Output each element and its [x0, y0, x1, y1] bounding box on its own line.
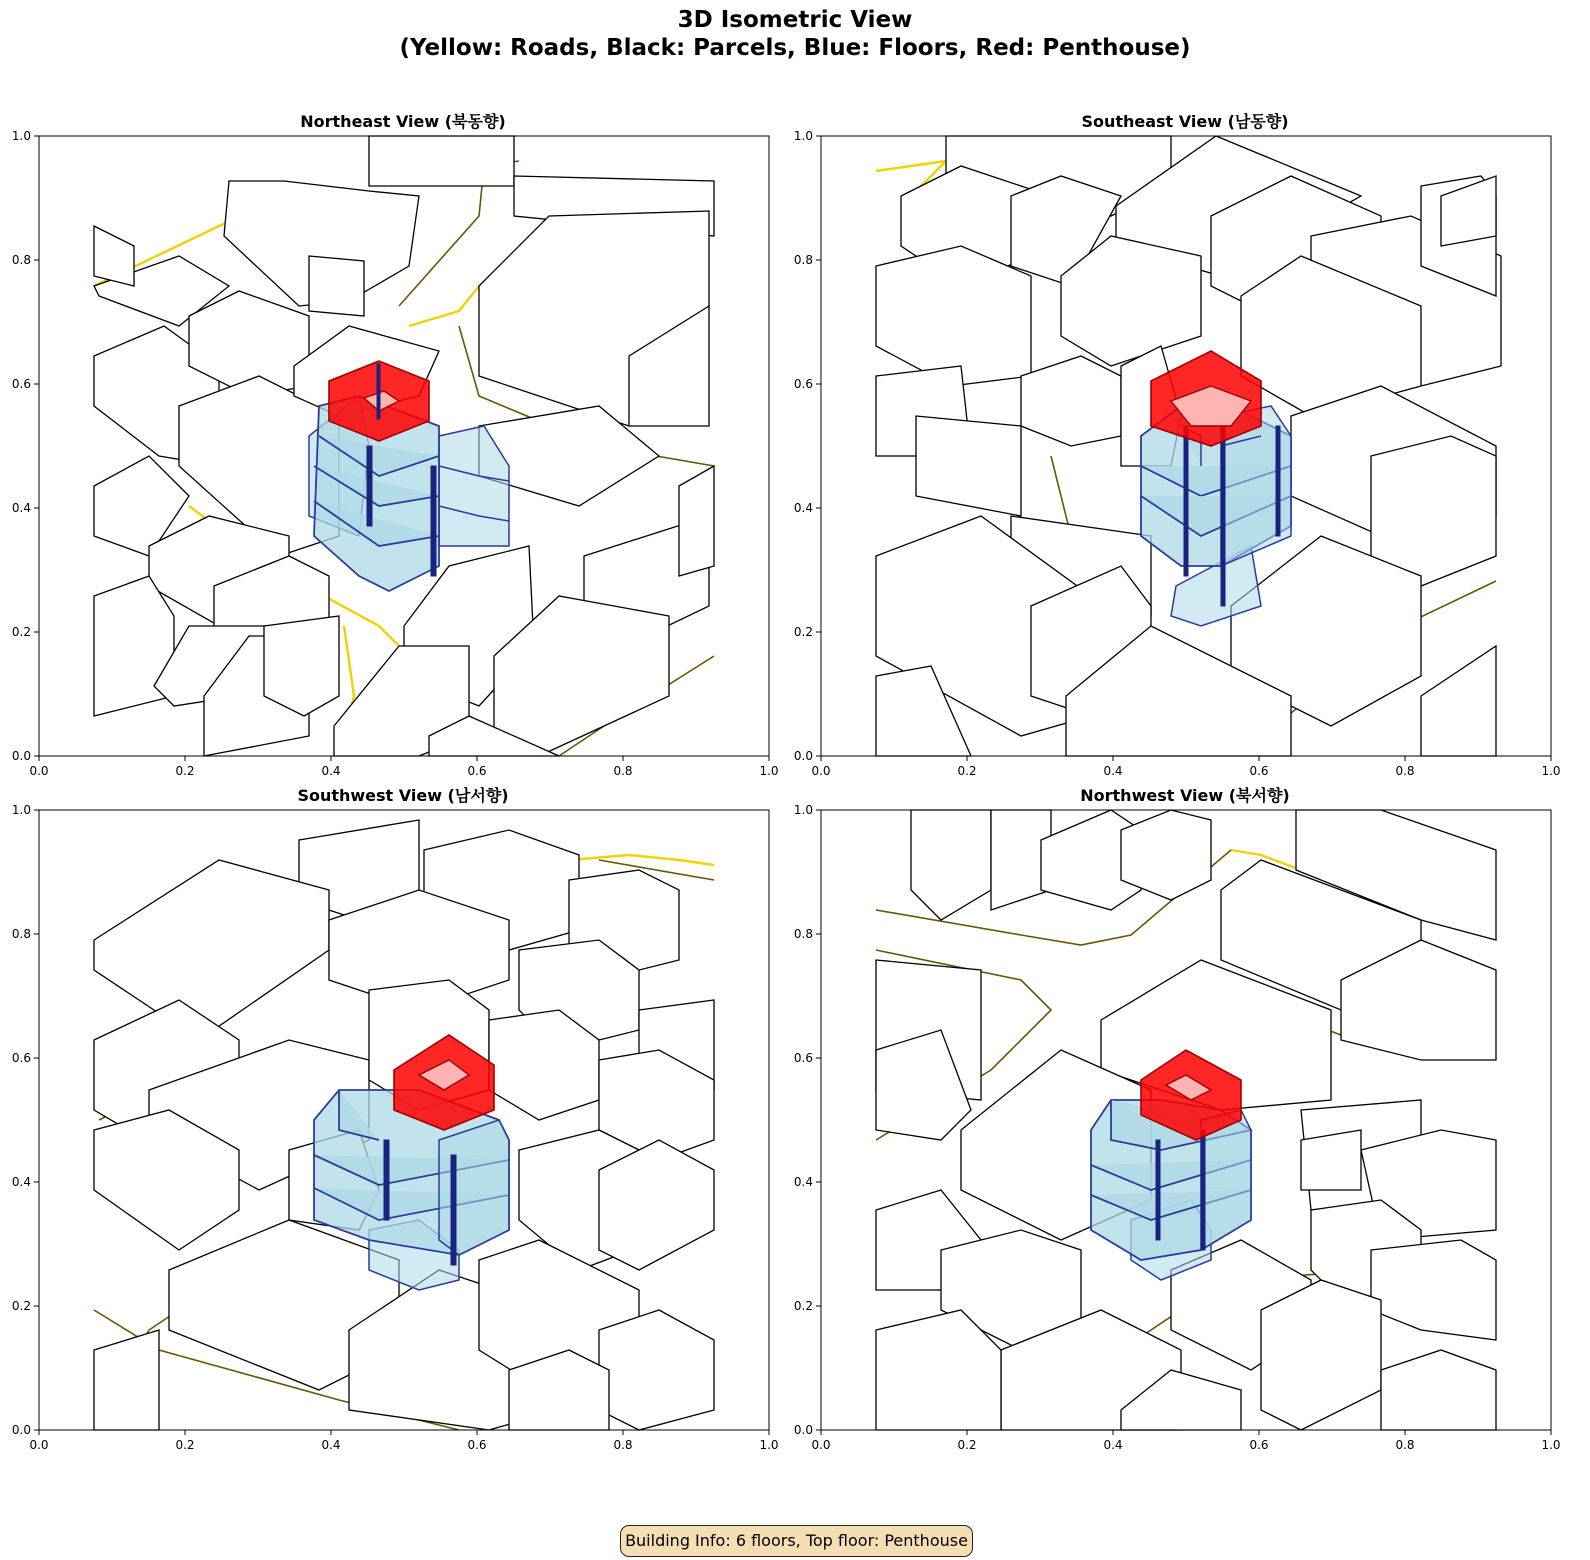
- x-tick-label: 0.4: [321, 764, 341, 778]
- figure-subtitle: (Yellow: Roads, Black: Parcels, Blue: Floors, Red: Penthouse): [399, 35, 1191, 61]
- y-axis: [794, 803, 821, 1437]
- x-tick-label: 0.8: [613, 1438, 633, 1452]
- building-info-box: Building Info: 6 floors, Top floor: Penthouse: [620, 1525, 973, 1557]
- panel-northeast: [0, 107, 780, 807]
- x-axis: [29, 756, 778, 778]
- y-tick-label: 0.4: [793, 501, 813, 515]
- y-tick-label: 0.8: [11, 253, 31, 267]
- y-tick-label: 0.4: [11, 1175, 31, 1189]
- x-tick-label: 0.2: [957, 764, 977, 778]
- y-tick-label: 0.2: [11, 625, 31, 639]
- x-tick-label: 0.6: [1249, 764, 1269, 778]
- y-tick-label: 0.2: [11, 1299, 31, 1313]
- y-tick-label: 0.8: [11, 927, 31, 941]
- x-tick-label: 0.2: [957, 1438, 977, 1452]
- x-tick-label: 0.2: [175, 1438, 195, 1452]
- x-tick-label: 1.0: [759, 764, 779, 778]
- x-axis: [29, 1430, 778, 1452]
- panel-title: Southwest View (남서향): [297, 786, 509, 805]
- panel-title: Northeast View (북동향): [300, 112, 506, 131]
- x-tick-label: 0.8: [1395, 1438, 1415, 1452]
- x-axis: [811, 1430, 1560, 1452]
- x-tick-label: 1.0: [1541, 764, 1561, 778]
- x-tick-label: 0.8: [1395, 764, 1415, 778]
- x-tick-label: 1.0: [759, 1438, 779, 1452]
- x-tick-label: 0.6: [467, 1438, 487, 1452]
- y-tick-label: 1.0: [11, 129, 31, 143]
- x-tick-label: 1.0: [1541, 1438, 1561, 1452]
- x-tick-label: 0.4: [1103, 764, 1123, 778]
- y-tick-label: 0.0: [11, 1423, 31, 1437]
- y-tick-label: 0.0: [793, 749, 813, 763]
- y-tick-label: 0.6: [11, 377, 31, 391]
- y-tick-label: 0.6: [793, 1051, 813, 1065]
- y-axis: [12, 803, 39, 1437]
- x-tick-label: 0.0: [811, 1438, 831, 1452]
- y-tick-label: 0.0: [793, 1423, 813, 1437]
- panel-northwest: [782, 781, 1562, 1481]
- panel-title: Southeast View (남동향): [1081, 112, 1289, 131]
- y-tick-label: 0.8: [793, 927, 813, 941]
- y-tick-label: 0.6: [793, 377, 813, 391]
- y-tick-label: 0.6: [11, 1051, 31, 1065]
- y-tick-label: 0.4: [793, 1175, 813, 1189]
- figure-title: 3D Isometric View: [677, 7, 913, 33]
- x-tick-label: 0.6: [467, 764, 487, 778]
- x-tick-label: 0.0: [29, 1438, 49, 1452]
- y-tick-label: 0.8: [793, 253, 813, 267]
- x-axis: [811, 756, 1560, 778]
- y-tick-label: 0.0: [11, 749, 31, 763]
- x-tick-label: 0.2: [175, 764, 195, 778]
- panel-southwest: [0, 781, 780, 1481]
- panel-title: Northwest View (북서향): [1080, 786, 1290, 805]
- y-tick-label: 1.0: [11, 803, 31, 817]
- x-tick-label: 0.6: [1249, 1438, 1269, 1452]
- y-tick-label: 0.4: [11, 501, 31, 515]
- y-tick-label: 0.2: [793, 1299, 813, 1313]
- y-axis: [794, 129, 821, 763]
- y-axis: [12, 129, 39, 763]
- x-tick-label: 0.4: [1103, 1438, 1123, 1452]
- y-tick-label: 0.2: [793, 625, 813, 639]
- x-tick-label: 0.8: [613, 764, 633, 778]
- panel-southeast: [782, 107, 1562, 807]
- y-tick-label: 1.0: [793, 803, 813, 817]
- y-tick-label: 1.0: [793, 129, 813, 143]
- x-tick-label: 0.0: [811, 764, 831, 778]
- x-tick-label: 0.4: [321, 1438, 341, 1452]
- x-tick-label: 0.0: [29, 764, 49, 778]
